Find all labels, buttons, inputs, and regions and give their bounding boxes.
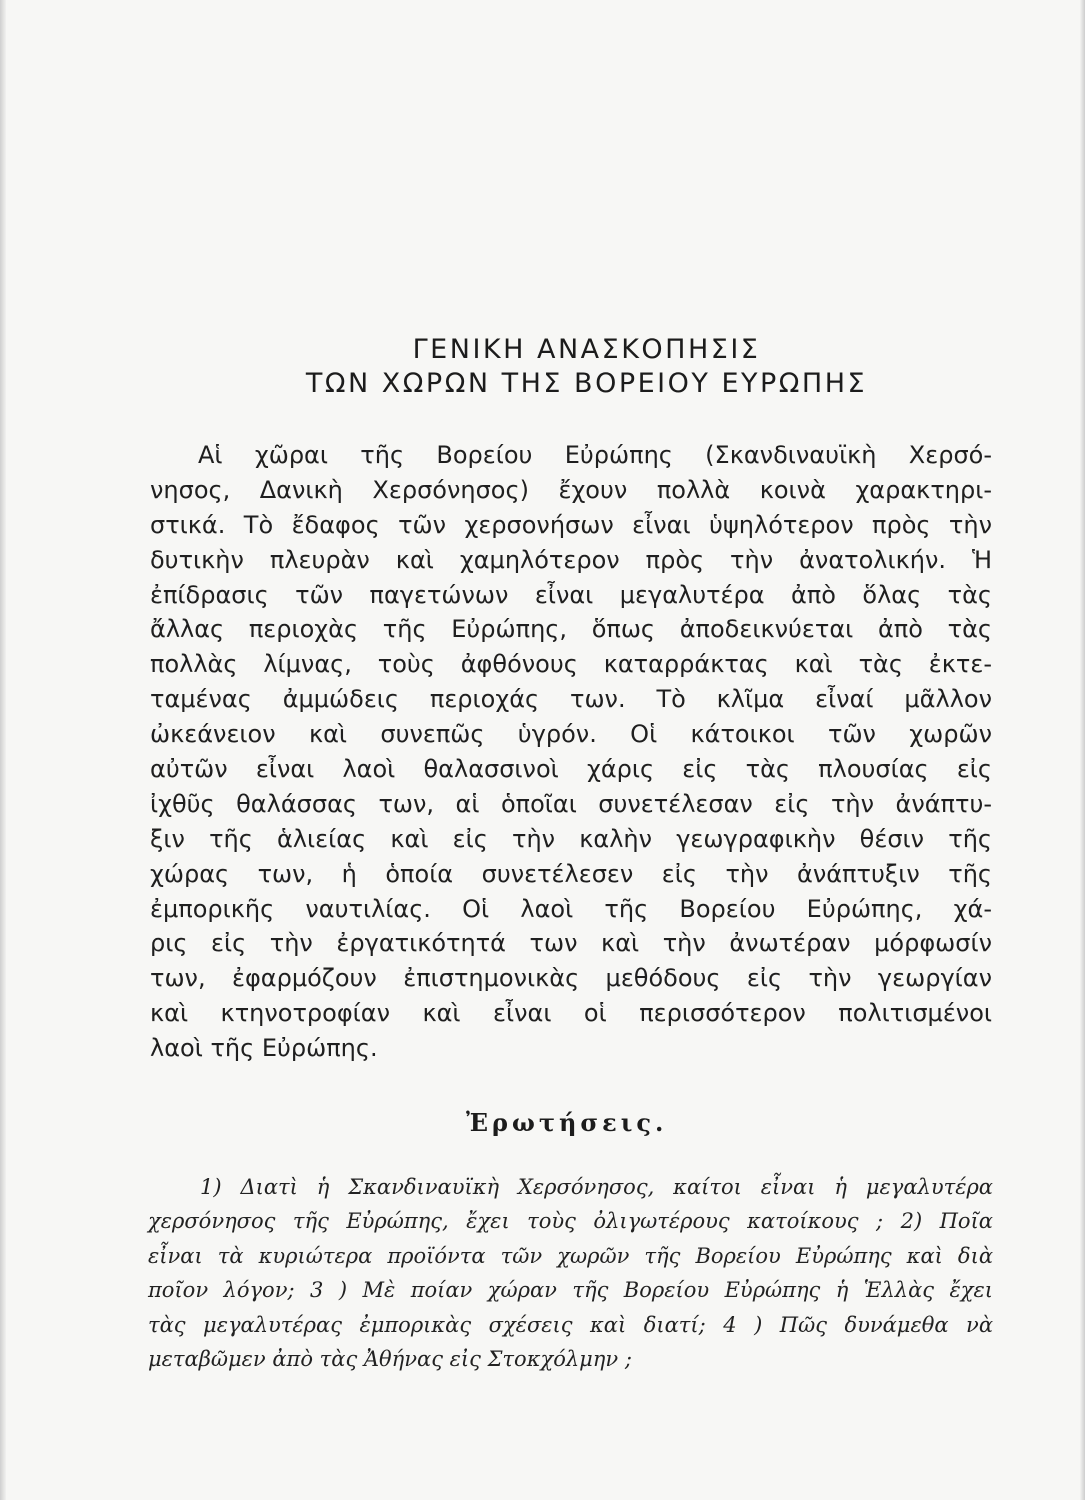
question-line: χερσόνησος τῆς Εὐρώπης, ἔχει τοὺς ὀλιγωτέρους κατοίκους ; 2) Ποῖα [148,1209,993,1234]
body-line: ταμένας ἀμμώδεις περιοχάς των. Τὸ κλῖμα εἶναί μᾶλλον [150,685,992,714]
body-line: νησος, Δανικὴ Χερσόνησος) ἔχουν πολλὰ κοινὰ χαρακτηρι- [150,475,992,504]
questions-heading: Ἐρωτήσεις. [466,1108,668,1137]
body-line: χώρας των, ἡ ὁποία συνετέλεσεν εἰς τὴν ἀνάπτυξιν τῆς [150,859,992,888]
body-line: καὶ κτηνοτροφίαν καὶ εἶναι οἱ περισσότερον πολιτισμένοι [150,999,992,1028]
question-line: ποῖον λόγον; 3 ) Μὲ ποίαν χώραν τῆς Βορείου Εὐρώπης ἡ Ἑλλὰς ἔχει [148,1278,993,1303]
body-line: ἐμπορικῆς ναυτιλίας. Οἱ λαοὶ τῆς Βορείου Εὐρώπης, χά- [150,894,992,923]
body-line: Αἱ χῶραι τῆς Βορείου Εὐρώπης (Σκανδιναυϊκὴ Χερσό- [198,441,992,469]
body-line: στικά. Τὸ ἔδαφος τῶν χερσονήσων εἶναι ὑψηλότερον πρὸς τὴν [150,510,992,539]
body-line: πολλὰς λίμνας, τοὺς ἀφθόνους καταρράκτας καὶ τὰς ἐκτε- [150,650,992,679]
body-line: ἰχθῦς θαλάσσας των, αἱ ὁποῖαι συνετέλεσαν εἰς τὴν ἀνάπτυ- [150,789,992,818]
question-line: 1) Διατὶ ἡ Σκανδιναυϊκὴ Χερσόνησος, καίτοι εἶναι ἡ μεγαλυτέρα [200,1175,993,1199]
questions-paragraph [148,1170,993,1376]
body-line: ὠκεάνειον καὶ συνεπῶς ὑγρόν. Οἱ κάτοικοι τῶν χωρῶν [150,720,992,749]
body-paragraph [150,438,992,1066]
body-line: ἄλλας περιοχὰς τῆς Εὐρώπης, ὅπως ἀποδεικνύεται ἀπὸ τὰς [150,615,992,644]
chapter-title-line-1: ΓΕΝΙΚΗ ΑΝΑΣΚΟΠΗΣΙΣ [412,334,761,365]
chapter-title-line-2: ΤΩΝ ΧΩΡΩΝ ΤΗΣ ΒΟΡΕΙΟΥ ΕΥΡΩΠΗΣ [305,368,868,399]
question-line: μεταβῶμεν ἀπὸ τὰς Ἀθήνας εἰς Στοκχόλμην ; [148,1346,632,1371]
body-line: λαοὶ τῆς Εὐρώπης. [150,1034,378,1063]
body-line: δυτικὴν πλευρὰν καὶ χαμηλότερον πρὸς τὴν ἀνατολικήν. Ἡ [150,545,992,574]
body-line: αὐτῶν εἶναι λαοὶ θαλασσινοὶ χάρις εἰς τὰς πλουσίας εἰς [150,755,992,784]
body-line: ξιν τῆς ἁλιείας καὶ εἰς τὴν καλὴν γεωγραφικὴν θέσιν τῆς [150,824,992,853]
body-line: των, ἐφαρμόζουν ἐπιστημονικὰς μεθόδους εἰς τὴν γεωργίαν [150,964,992,993]
question-line: εἶναι τὰ κυριώτερα προϊόντα τῶν χωρῶν τῆς Βορείου Εὐρώπης καὶ διὰ [148,1243,993,1268]
page-right-edge [1080,0,1085,1500]
body-line: ρις εἰς τὴν ἐργατικότητά των καὶ τὴν ἀνωτέραν μόρφωσίν [150,929,992,958]
body-line: ἐπίδρασις τῶν παγετώνων εἶναι μεγαλυτέρα ἀπὸ ὅλας τὰς [150,580,992,609]
question-line: τὰς μεγαλυτέρας ἐμπορικὰς σχέσεις καὶ διατί; 4 ) Πῶς δυνάμεθα νὰ [148,1312,993,1337]
page-left-edge [0,0,6,1500]
